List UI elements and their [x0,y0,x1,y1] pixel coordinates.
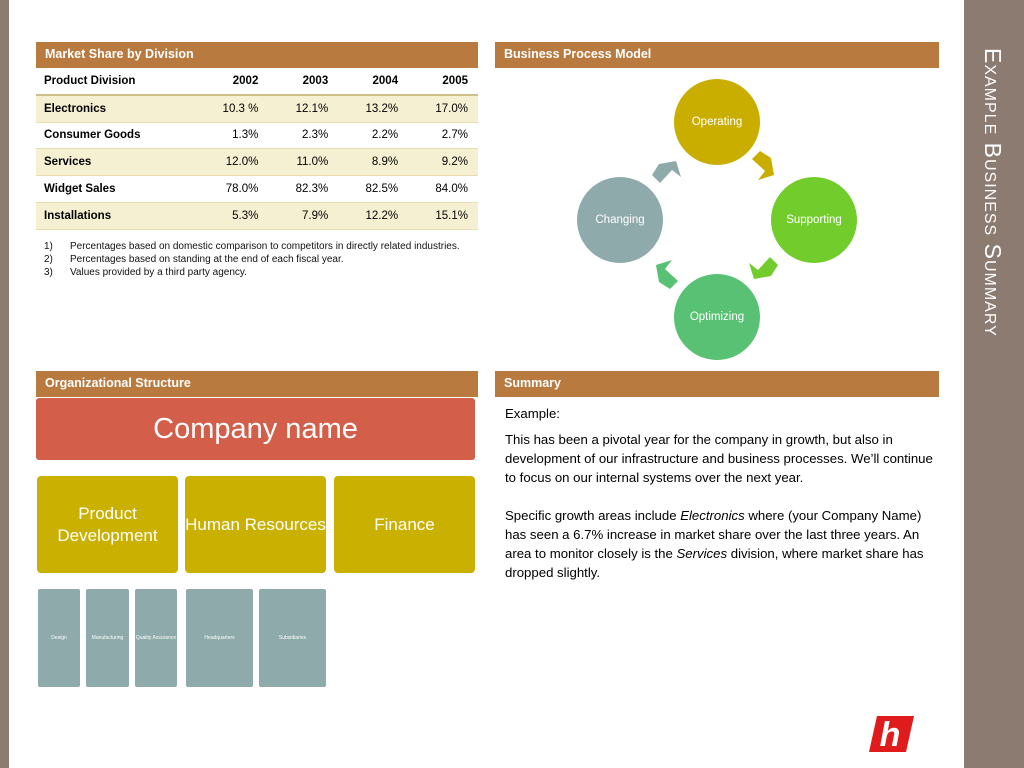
summary-paragraph-2 [505,506,935,582]
unit-design: Design [38,589,80,687]
footnote [44,266,464,279]
footnote-number: 2) [44,254,53,265]
stage-optimizing: Optimizing [674,274,760,360]
arrow-changing-to-operating [652,161,681,183]
table-cell: 15.1% [408,202,478,229]
table-cell: 2.7% [408,122,478,149]
footnote-text: Percentages based on domestic comparison to competitors in directly related industries. [70,241,460,252]
footnote-number: 1) [44,241,53,252]
summary-text-segment: Specific growth areas include [505,508,681,523]
table-cell: 1.3% [194,122,268,149]
table-row [36,122,478,149]
table-cell: 2.3% [268,122,338,149]
division-name: Electronics [36,95,194,122]
unit-subsidiaries: Subsidiaries [259,589,326,687]
process-model-header: Business Process Model [495,42,939,68]
footnote-text: Values provided by a third party agency. [70,267,247,278]
slide-title: Example Business Summary [980,48,1006,337]
emphasis-electronics: Electronics [680,508,745,523]
table-cell: 17.0% [408,95,478,122]
column-header: 2003 [268,68,338,95]
logo-letter: h [879,716,901,752]
footnotes [44,240,464,279]
left-edge-bar [0,0,9,768]
table-cell: 9.2% [408,149,478,176]
column-header: 2005 [408,68,478,95]
company-logo-icon [869,716,914,752]
cycle-arrows [640,145,790,295]
table-header-row [36,68,478,95]
dept-human-resources: Human Resources [185,476,326,573]
org-structure-header: Organizational Structure [36,371,478,397]
table-row [36,149,478,176]
dept-finance: Finance [334,476,475,573]
table-cell: 7.9% [268,202,338,229]
table-cell: 84.0% [408,176,478,203]
footnote [44,253,464,266]
column-header: Product Division [36,68,194,95]
table-cell: 12.1% [268,95,338,122]
table-cell: 12.2% [338,202,408,229]
division-name: Installations [36,202,194,229]
emphasis-services: Services [676,546,728,561]
stage-operating: Operating [674,79,760,165]
table-cell: 12.0% [194,149,268,176]
division-name: Consumer Goods [36,122,194,149]
stage-changing: Changing [577,177,663,263]
table-cell: 10.3 % [194,95,268,122]
market-share-header: Market Share by Division [36,42,478,68]
table-cell: 13.2% [338,95,408,122]
table-row [36,202,478,229]
summary-text-segment: division, where market share has dropped slightly. [505,546,924,580]
column-header: 2004 [338,68,408,95]
dept-product-development: Product Development [37,476,178,573]
arrow-supporting-to-optimizing [749,257,778,279]
table-cell: 82.3% [268,176,338,203]
table-cell: 2.2% [338,122,408,149]
table-row [36,176,478,203]
table-cell: 8.9% [338,149,408,176]
stage-supporting: Supporting [771,177,857,263]
company-name-box: Company name [36,398,475,460]
table-cell: 11.0% [268,149,338,176]
unit-manufacturing: Manufacturing [86,589,129,687]
division-name: Widget Sales [36,176,194,203]
summary-header: Summary [495,371,939,397]
market-share-table [36,68,478,230]
unit-quality-assurance: Quality Assurance [135,589,177,687]
summary-text-segment: where (your Company Name) has seen a 6.7% increase in market share over the last three years. An area to monitor closely is the [505,508,922,561]
summary-paragraph-1: This has been a pivotal year for the company in growth, but also in development of our infrastructure and business processes. We’ll continue to focus on our internal systems over the next year. [505,432,933,485]
footnote-text: Percentages based on standing at the end of each fiscal year. [70,254,344,265]
arrow-operating-to-supporting [752,151,774,180]
summary-text [505,404,935,589]
column-header: 2002 [194,68,268,95]
division-name: Services [36,149,194,176]
table-cell: 82.5% [338,176,408,203]
arrow-optimizing-to-changing [656,260,678,289]
footnote-number: 3) [44,267,53,278]
footnote [44,240,464,253]
unit-headquarters: Headquarters [186,589,253,687]
table-cell: 5.3% [194,202,268,229]
summary-label: Example: [505,406,560,421]
table-cell: 78.0% [194,176,268,203]
table-row [36,95,478,122]
